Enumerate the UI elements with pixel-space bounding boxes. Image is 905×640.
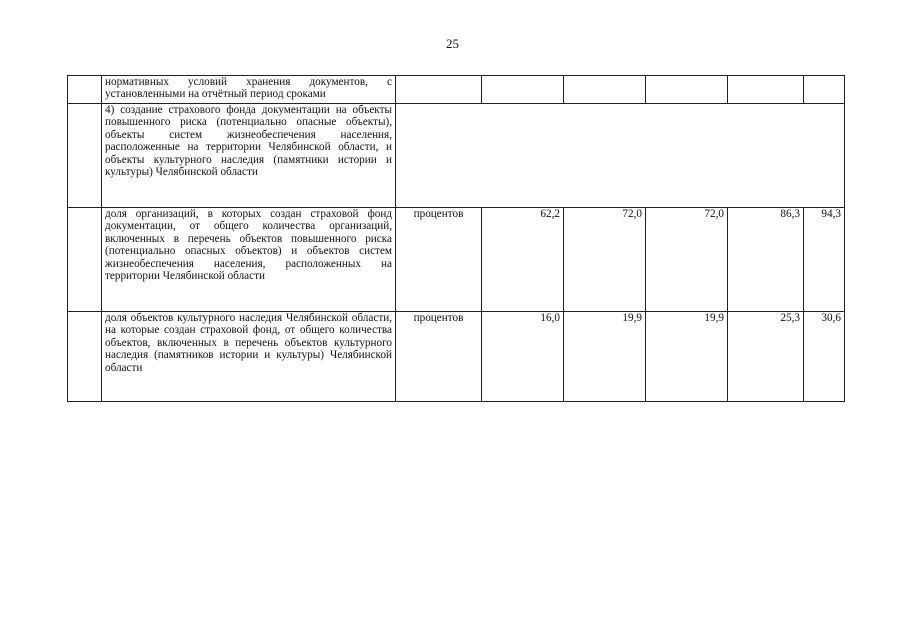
unit-cell	[396, 76, 482, 104]
description-cell: нормативных условий хранения документов, с установленными на отчётный период сроками	[102, 76, 396, 104]
value-cell: 19,9	[646, 312, 728, 402]
description-cell: доля организаций, в которых создан страховой фонд документации, от общего количества организаций, включенных в перечень объектов повышенного риска (потенциально опасных объектов) и объектов систем жизнеобеспечения населения, расположенных на территории Челябинской области	[102, 208, 396, 312]
value-cell: 62,2	[482, 208, 564, 312]
table-row	[68, 208, 845, 312]
unit-cell: процентов	[396, 312, 482, 402]
value-cell	[804, 76, 845, 104]
value-cell: 19,9	[564, 312, 646, 402]
empty-span-cell	[396, 104, 845, 208]
indicators-table	[67, 75, 845, 402]
value-cell: 72,0	[564, 208, 646, 312]
row-number-cell	[68, 312, 102, 402]
value-cell: 94,3	[804, 208, 845, 312]
table-row	[68, 104, 845, 208]
value-cell	[564, 76, 646, 104]
row-number-cell	[68, 104, 102, 208]
value-cell: 25,3	[728, 312, 804, 402]
value-cell	[728, 76, 804, 104]
page-number: 25	[446, 36, 459, 51]
table-row	[68, 76, 845, 104]
value-cell: 16,0	[482, 312, 564, 402]
value-cell	[482, 76, 564, 104]
table-row	[68, 312, 845, 402]
value-cell: 86,3	[728, 208, 804, 312]
section-heading-cell: 4) создание страхового фонда документации на объекты повышенного риска (потенциально опасные объекты), объекты систем жизнеобеспечения населения, расположенные на территории Челябинской области, и объекты культурного наследия (памятники истории и культуры) Челябинской области	[102, 104, 396, 208]
row-number-cell	[68, 76, 102, 104]
value-cell: 30,6	[804, 312, 845, 402]
row-number-cell	[68, 208, 102, 312]
value-cell	[646, 76, 728, 104]
unit-cell: процентов	[396, 208, 482, 312]
description-cell: доля объектов культурного наследия Челябинской области, на которые создан страховой фонд, от общего количества объектов, включенных в перечень объектов культурного наследия (памятников истории и культуры) Челябинской области	[102, 312, 396, 402]
value-cell: 72,0	[646, 208, 728, 312]
